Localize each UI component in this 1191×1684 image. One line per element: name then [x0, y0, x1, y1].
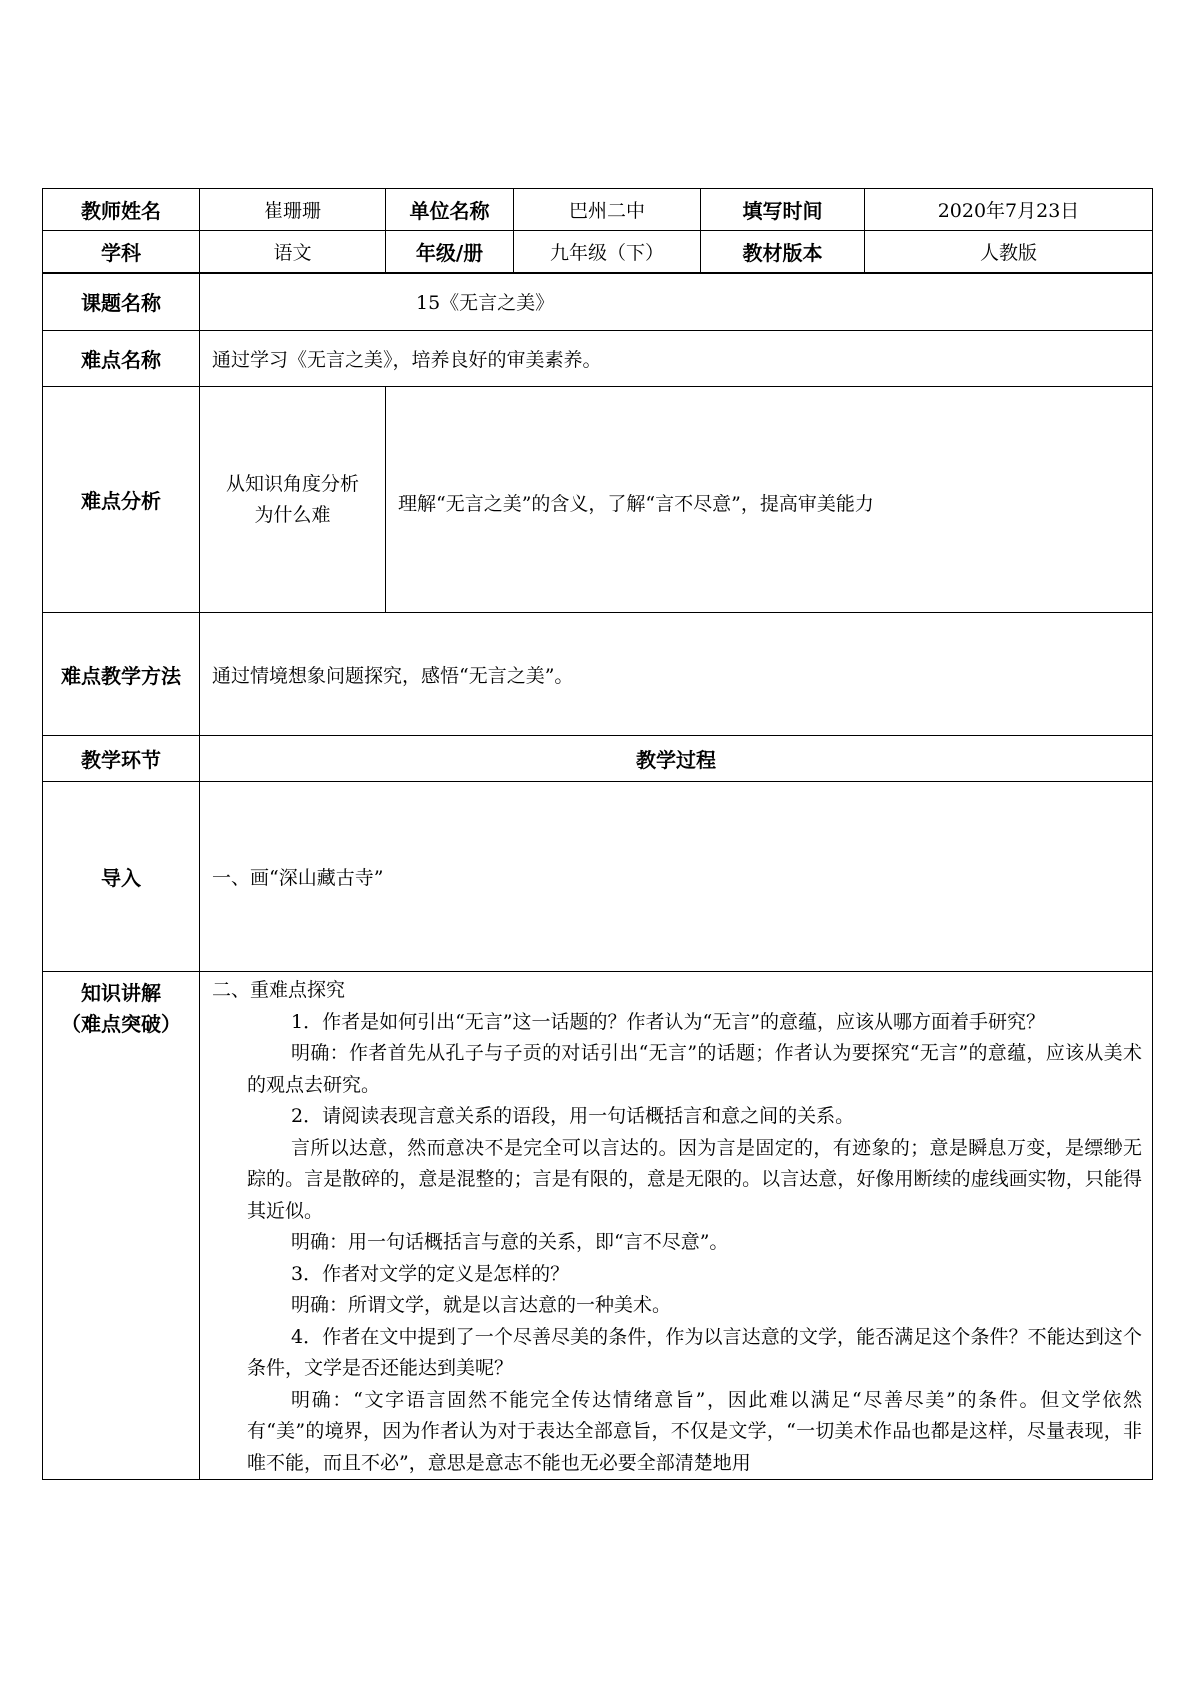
difficulty-row: [43, 331, 1153, 387]
knowledge-heading: 二、重难点探究: [212, 979, 346, 1001]
form-table: [42, 188, 1153, 1480]
difficulty-value: 通过学习《无言之美》，培养良好的审美素养。: [200, 331, 1153, 387]
knowledge-label-line-1: 知识讲解: [81, 981, 161, 1005]
date-label: 填写时间: [701, 189, 865, 231]
knowledge-paragraph: 明确：用一句话概括言与意的关系，即“言不尽意”。: [291, 1231, 729, 1253]
knowledge-label: [43, 972, 200, 1480]
intro-row: [43, 782, 1153, 972]
knowledge-paragraph: 3．作者对文学的定义是怎样的？: [291, 1262, 570, 1285]
edition-label: 教材版本: [701, 231, 865, 273]
analysis-value: 理解“无言之美”的含义，了解“言不尽意”，提高审美能力: [386, 387, 1153, 613]
date-value: 2020年7月23日: [865, 189, 1153, 231]
knowledge-row: [43, 972, 1153, 1480]
method-label: 难点教学方法: [43, 613, 200, 736]
process-header-row: [43, 736, 1153, 782]
stage-header: 教学环节: [43, 736, 200, 782]
difficulty-label: 难点名称: [43, 331, 200, 387]
title-label: 课题名称: [43, 273, 200, 331]
method-row: [43, 613, 1153, 736]
knowledge-content: [200, 972, 1153, 1480]
knowledge-paragraph: 1．作者是如何引出“无言”这一话题的？作者认为“无言”的意蕴，应该从哪方面着手研究？: [291, 1010, 1045, 1033]
analysis-sub-label-line-2: 为什么难: [254, 503, 331, 526]
knowledge-paragraph: 4．作者在文中提到了一个尽善尽美的条件，作为以言达意的文学，能否满足这个条件？不能达到这个条件，文学是否还能达到美呢？: [247, 1325, 1142, 1379]
analysis-sub-label: [200, 387, 386, 613]
header-row-2: [43, 231, 1153, 273]
knowledge-paragraphs: [200, 1007, 1152, 1480]
subject-label: 学科: [43, 231, 200, 273]
analysis-sub-label-line-1: 从知识角度分析: [225, 472, 359, 495]
title-row: [43, 273, 1153, 331]
grade-label: 年级/册: [386, 231, 514, 273]
lesson-plan-form: [42, 188, 1152, 1480]
knowledge-paragraph: 言所以达意，然而意决不是完全可以言达的。因为言是固定的，有迹象的；意是瞬息万变，是缥缈无踪的。言是散碎的，意是混整的；言是有限的，意是无限的。以言达意，好像用断续的虚线画实物，只能得其近似。: [247, 1136, 1142, 1222]
teacher-label: 教师姓名: [43, 189, 200, 231]
edition-value: 人教版: [865, 231, 1153, 273]
process-header: 教学过程: [200, 736, 1153, 782]
intro-label: 导入: [43, 782, 200, 972]
teacher-value: 崔珊珊: [200, 189, 386, 231]
knowledge-label-line-2: （难点突破）: [61, 1012, 181, 1036]
analysis-label: 难点分析: [43, 387, 200, 613]
header-row-1: [43, 189, 1153, 231]
subject-value: 语文: [200, 231, 386, 273]
method-value: 通过情境想象问题探究，感悟“无言之美”。: [200, 613, 1153, 736]
title-value: 15《无言之美》: [200, 273, 1153, 331]
knowledge-paragraph: 2．请阅读表现言意关系的语段，用一句话概括言和意之间的关系。: [291, 1105, 855, 1127]
knowledge-paragraph: 明确：作者首先从孔子与子贡的对话引出“无言”的话题；作者认为要探究“无言”的意蕴，应该从美术的观点去研究。: [247, 1042, 1142, 1096]
analysis-row: [43, 387, 1153, 613]
unit-value: 巴州二中: [514, 189, 701, 231]
unit-label: 单位名称: [386, 189, 514, 231]
intro-value: 一、画“深山藏古寺”: [200, 782, 1153, 972]
knowledge-paragraph: 明确：“文字语言固然不能完全传达情绪意旨”，因此难以满足“尽善尽美”的条件。但文学依然有“美”的境界，因为作者认为对于表达全部意旨，不仅是文学，“一切美术作品也都是这样，尽量表现，非唯不能，而且不必”，意思是意志不能也无必要全部清楚地用: [247, 1388, 1142, 1474]
knowledge-paragraph: 明确：所谓文学，就是以言达意的一种美术。: [291, 1294, 672, 1316]
grade-value: 九年级（下）: [514, 231, 701, 273]
